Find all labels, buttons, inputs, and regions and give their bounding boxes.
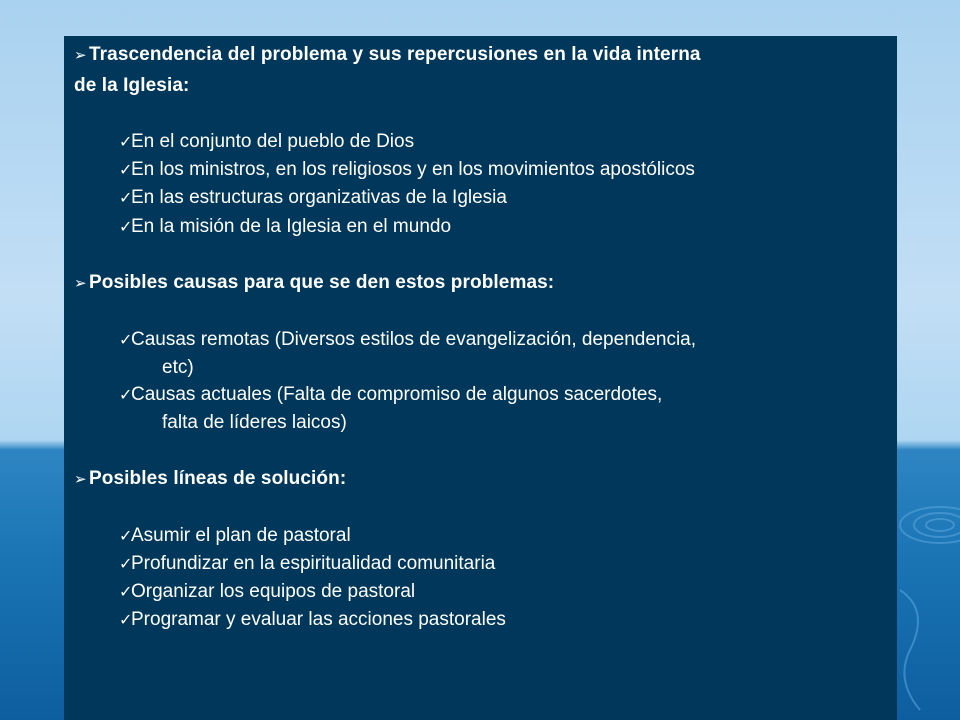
bullet-list: [74, 128, 887, 241]
arrow-bullet-icon: ➢: [74, 470, 87, 488]
content-panel: [64, 36, 897, 720]
checkmark-icon: ✓: [119, 218, 133, 236]
list-item: ✓En la misión de la Iglesia en el mundo: [74, 213, 887, 241]
arrow-bullet-icon: ➢: [74, 47, 87, 64]
checkmark-icon: ✓: [119, 612, 133, 630]
list-item: ✓Programar y evaluar las acciones pastorales: [74, 606, 887, 634]
checkmark-icon: ✓: [119, 331, 133, 349]
list-item: ✓En las estructuras organizativas de la Iglesia: [74, 184, 887, 212]
bullet-list: [74, 326, 887, 437]
section-1: [74, 40, 887, 241]
section-heading: ➢ Trascendencia del problema y sus repercusiones en la vida interna de la Iglesia:: [74, 40, 887, 101]
checkmark-icon: ✓: [119, 190, 133, 208]
checkmark-icon: ✓: [119, 584, 133, 602]
list-item: ✓Asumir el plan de pastoral: [74, 522, 887, 550]
arrow-bullet-icon: ➢: [74, 274, 87, 292]
checkmark-icon: ✓: [119, 387, 133, 405]
checkmark-icon: ✓: [119, 162, 133, 180]
list-item: ✓Causas actuales (Falta de compromiso de algunos sacerdotes, falta de líderes laicos): [119, 384, 663, 434]
section-heading: ➢ Posibles causas para que se den estos problemas:: [74, 268, 887, 299]
list-item: ✓En los ministros, en los religiosos y en los movimientos apostólicos: [74, 156, 887, 184]
list-item: ✓En el conjunto del pueblo de Dios: [74, 128, 887, 156]
list-item: ✓Profundizar en la espiritualidad comunitaria: [74, 550, 887, 578]
section-heading: ➢ Posibles líneas de solución:: [74, 464, 887, 495]
bullet-list: [74, 522, 887, 635]
checkmark-icon: ✓: [119, 527, 133, 545]
checkmark-icon: ✓: [119, 555, 133, 573]
list-item: ✓Causas remotas (Diversos estilos de evangelización, dependencia, etc): [119, 328, 697, 379]
section-3: [74, 464, 887, 635]
checkmark-icon: ✓: [119, 134, 133, 151]
section-2: [74, 268, 887, 437]
list-item: ✓Organizar los equipos de pastoral: [74, 578, 887, 606]
